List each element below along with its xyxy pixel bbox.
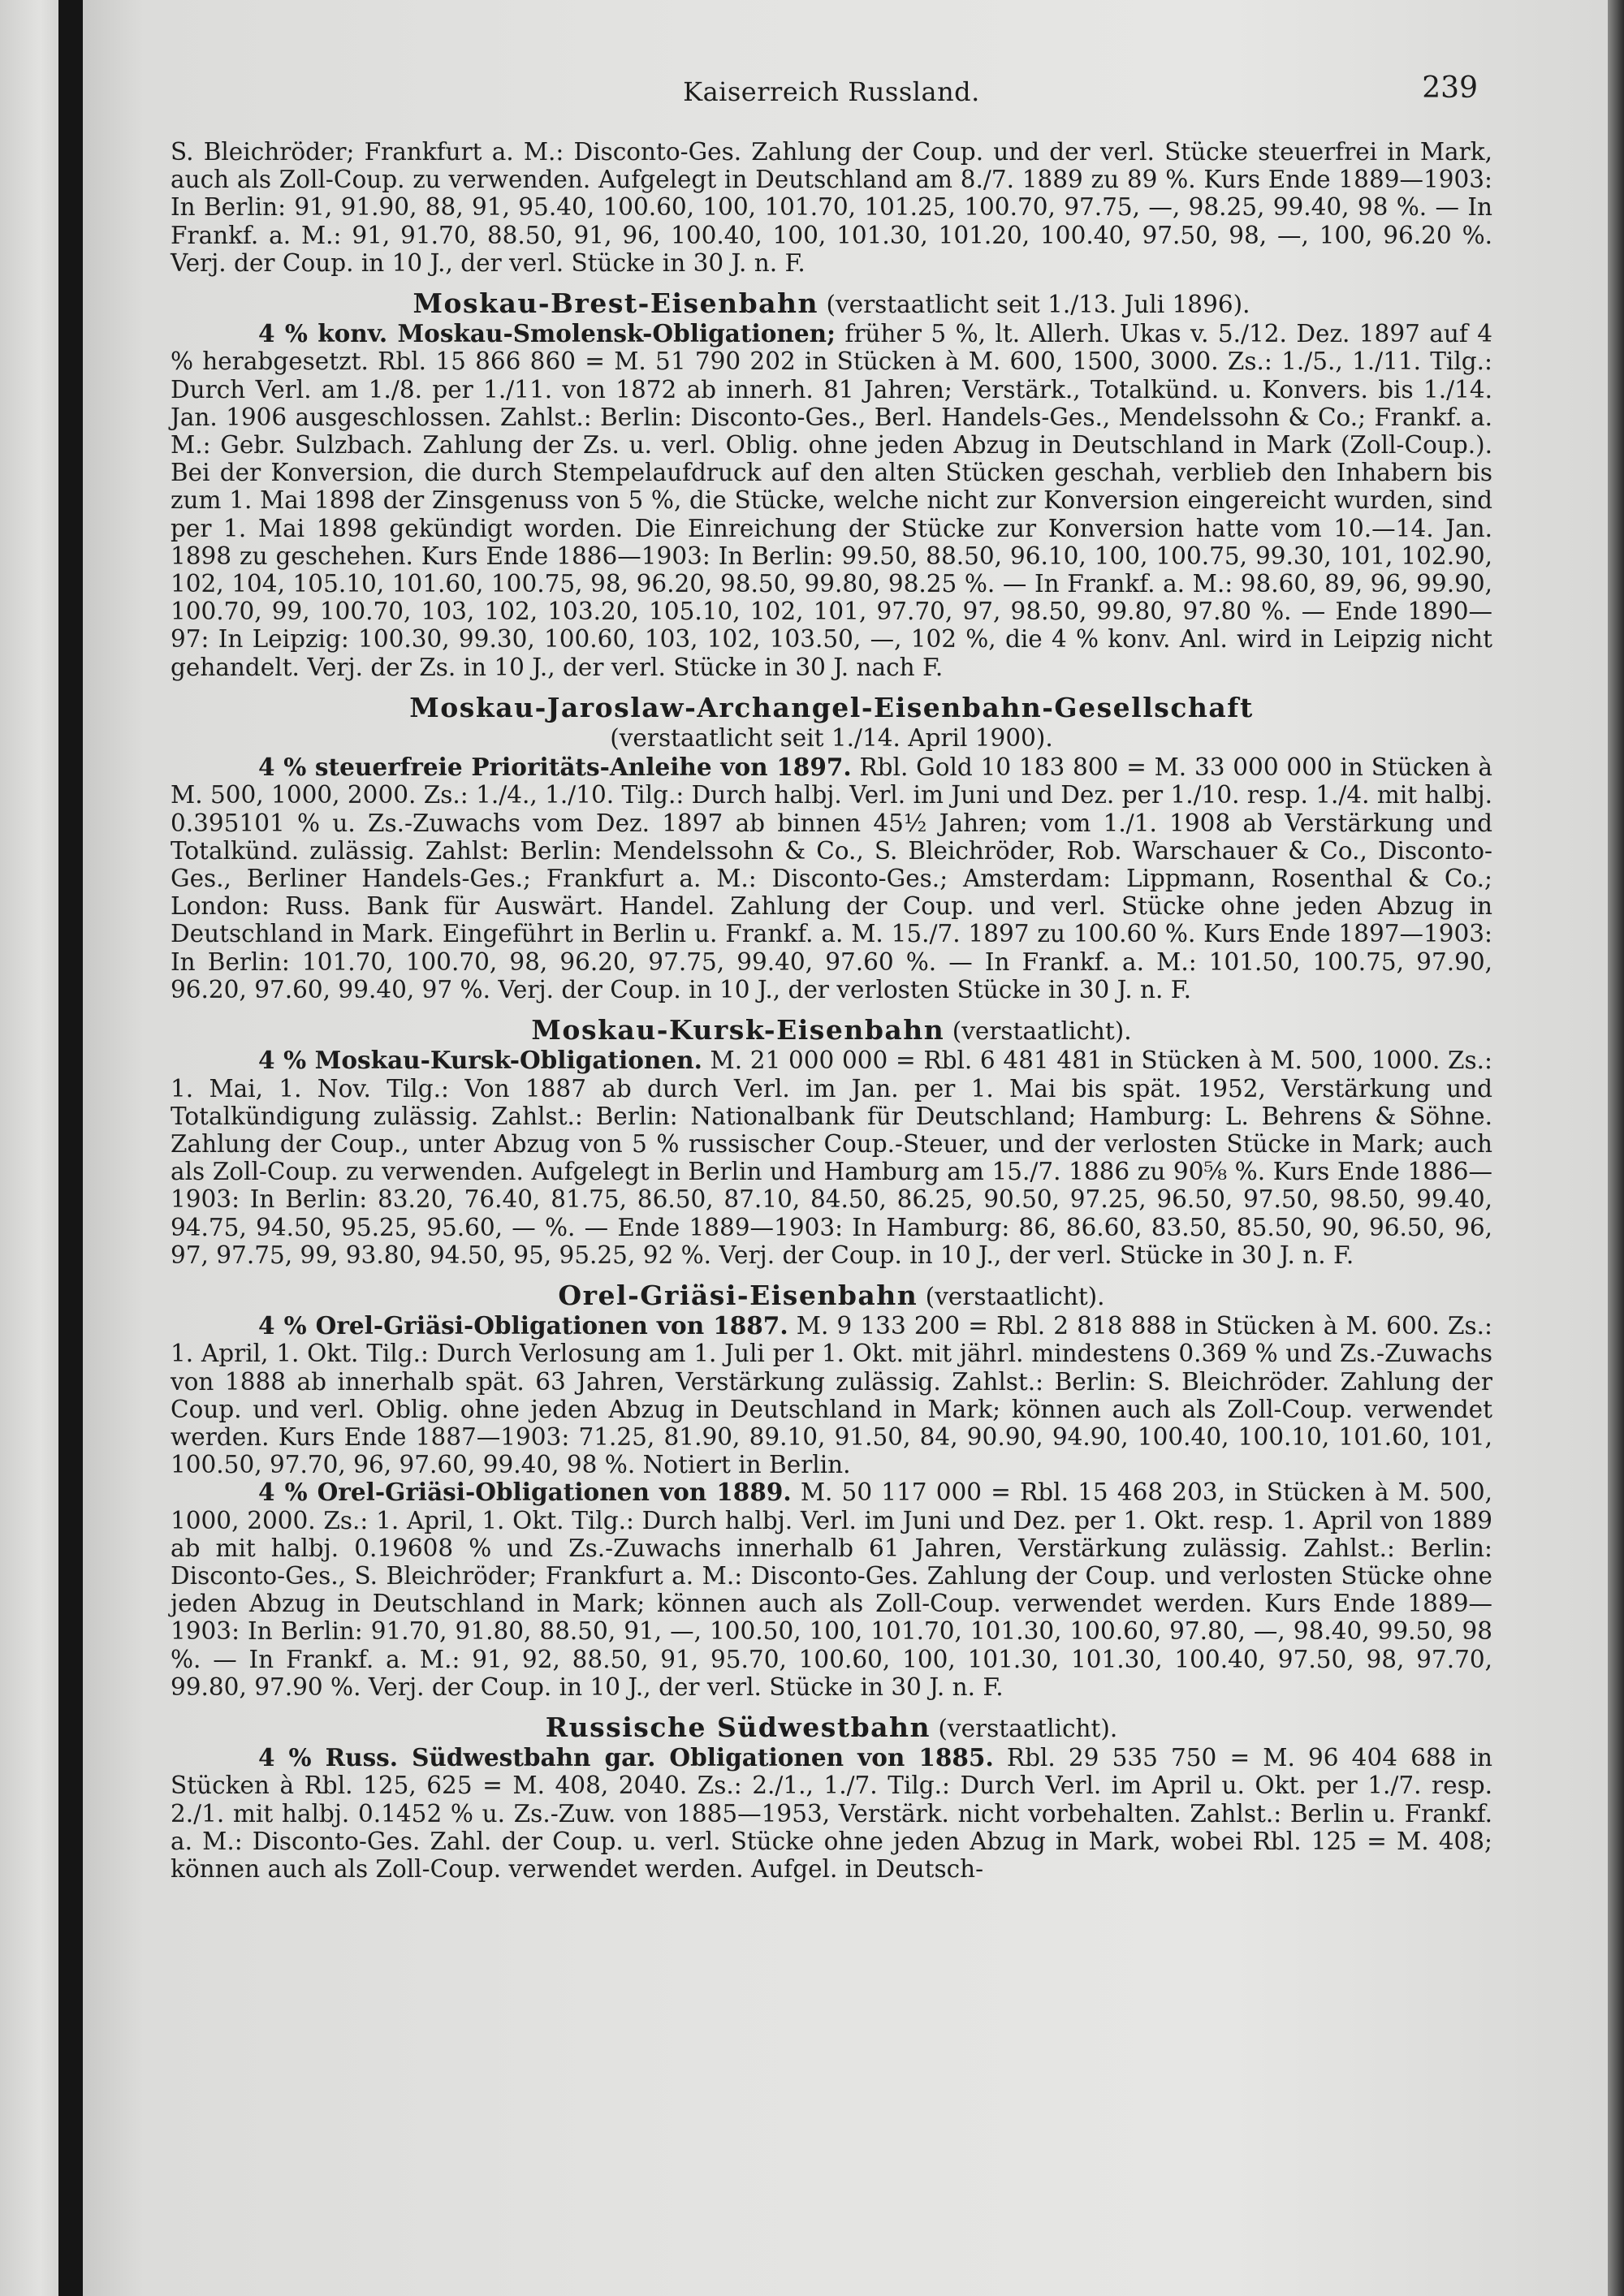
- section-status-line: (verstaatlicht seit 1./14. April 1900).: [610, 724, 1053, 753]
- section-status: (verstaatlicht seit 1./13. Juli 1896).: [826, 291, 1250, 319]
- page-content: [171, 71, 1492, 1883]
- entry-paragraph: [171, 1478, 1492, 1701]
- section-heading: [171, 691, 1492, 723]
- section-heading: [171, 1279, 1492, 1311]
- section-heading: [171, 1016, 1492, 1045]
- entry-text: M. 50 117 000 = Rbl. 15 468 203, in Stücken à M. 500, 1000, 2000. Zs.: 1. April, 1. Okt. Tilg.: Durch halbj. Verl. im Juni und Dez. per 1. Okt. resp. 1. April von 1889 ab mit halbj. 0.19608 % und Zs.-Zuwachs innerhalb 61 Jahren, Verstärkung zulässig. Zahlst.: Berlin: Disconto-Ges., S. Bleichröder; Frankfurt a. M.: Disconto-Ges. Zahlung der Coup. und verlosten Stücke ohne jeden Abzug in Deutschland in Mark; können auch als Zoll-Coup. verwendet werden. Kurs Ende 1889—1903: In Berlin: 91.70, 91.80, 88.50, 91, —, 100.50, 100, 101.70, 101.30, 100.60, 97.80, —, 98.40, 99.50, 98 %. — In Frankf. a. M.: 91, 92, 88.50, 91, 95.70, 100.60, 100, 101.30, 101.30, 100.40, 97.50, 98, 97.70, 99.80, 97.90 %. Verj. der Coup. in 10 J., der verl. Stücke in 30 J. n. F.: [171, 1478, 1492, 1701]
- scan-margin: [0, 0, 58, 2296]
- section-name: Moskau-Jaroslaw-Archangel-Eisenbahn-Gesellschaft: [409, 691, 1254, 723]
- section-name: Orel-Griäsi-Eisenbahn: [558, 1279, 918, 1311]
- entry-text: Rbl. 29 535 750 = M. 96 404 688 in Stücken à Rbl. 125, 625 = M. 408, 2040. Zs.: 2./1., 1./7. Tilg.: Durch Verl. im April u. Okt. per 1./7. resp. 2./1. mit halbj. 0.1452 % u. Zs.-Zuw. von 1885—1953, Verstärk. nicht vorbehalten. Zahlst.: Berlin u. Frankf. a. M.: Disconto-Ges. Zahl. der Coup. u. verl. Stücke ohne jeden Abzug in Mark, wobei Rbl. 125 = M. 408; können auch als Zoll-Coup. verwendet werden. Aufgel. in Deutsch-: [171, 1744, 1492, 1883]
- entry-paragraph: [171, 753, 1492, 1003]
- running-head: [171, 71, 1492, 120]
- section-status: (verstaatlicht).: [952, 1017, 1132, 1046]
- section-status: (verstaatlicht).: [938, 1714, 1118, 1742]
- section-name: Russische Südwestbahn: [545, 1711, 931, 1743]
- entry-lead: 4 % steuerfreie Prioritäts-Anleihe von 1897.: [258, 753, 852, 782]
- entry-paragraph: [171, 1312, 1492, 1478]
- page-number: 239: [1422, 71, 1478, 105]
- entry-paragraph: [171, 1744, 1492, 1883]
- entry-lead: 4 % konv. Moskau-Smolensk-Obligationen;: [258, 319, 836, 348]
- entry-text: M. 21 000 000 = Rbl. 6 481 481 in Stücken à M. 500, 1000. Zs.: 1. Mai, 1. Nov. Tilg.: Von 1887 ab durch Verl. im Jan. per 1. Mai bis spät. 1952, Verstärkung und Totalkündigung zulässig. Zahlst.: Berlin: Nationalbank für Deutschland; Hamburg: L. Behrens & Söhne. Zahlung der Coup., unter Abzug von 5 % russischer Coup.-Steuer, und der verlosten Stücke in Mark; auch als Zoll-Coup. zu verwenden. Aufgelegt in Berlin und Hamburg am 15./7. 1886 zu 90⅝ %. Kurs Ende 1886—1903: In Berlin: 83.20, 76.40, 81.75, 86.50, 87.10, 84.50, 86.25, 90.50, 97.25, 96.50, 97.50, 98.50, 99.40, 94.75, 94.50, 95.25, 95.60, — %. — Ende 1889—1903: In Hamburg: 86, 86.60, 83.50, 85.50, 90, 96.50, 96, 97, 97.75, 99, 93.80, 94.50, 95, 95.25, 92 %. Verj. der Coup. in 10 J., der verl. Stücke in 30 J. n. F.: [171, 1047, 1492, 1269]
- entry-text: Rbl. Gold 10 183 800 = M. 33 000 000 in Stücken à M. 500, 1000, 2000. Zs.: 1./4., 1./10. Tilg.: Durch halbj. Verl. im Juni und Dez. per 1./10. resp. 1./4. mit halbj. 0.395101 % u. Zs.-Zuwachs vom Dez. 1897 ab binnen 45½ Jahren; vom 1./1. 1908 ab Verstärkung und Totalkünd. zulässig. Zahlst: Berlin: Mendelssohn & Co., S. Bleichröder, Rob. Warschauer & Co., Disconto-Ges., Berliner Handels-Ges.; Frankfurt a. M.: Disconto-Ges.; Amsterdam: Lippmann, Rosenthal & Co.; London: Russ. Bank für Auswärt. Handel. Zahlung der Coup. und verl. Stücke ohne jeden Abzug in Deutschland in Mark. Eingeführt in Berlin u. Frankf. a. M. 15./7. 1897 zu 100.60 %. Kurs Ende 1897—1903: In Berlin: 101.70, 100.70, 98, 96.20, 97.75, 99.40, 97.60 %. — In Frankf. a. M.: 101.50, 100.75, 97.90, 96.20, 97.60, 99.40, 97 %. Verj. der Coup. in 10 J., der verlosten Stücke in 30 J. n. F.: [171, 753, 1492, 1003]
- section-heading: [171, 1711, 1492, 1743]
- entry-paragraph: [171, 320, 1492, 681]
- entry-lead: 4 % Moskau-Kursk-Obligationen.: [258, 1046, 702, 1075]
- running-title: Kaiserreich Russland.: [683, 76, 980, 107]
- section-name: Moskau-Brest-Eisenbahn: [412, 287, 819, 320]
- entry-lead: 4 % Orel-Griäsi-Obligationen von 1887.: [258, 1311, 788, 1340]
- entry-lead: 4 % Russ. Südwestbahn gar. Obligationen von 1885.: [258, 1743, 994, 1772]
- entry-text: früher 5 %, lt. Allerh. Ukas v. 5./12. Dez. 1897 auf 4 % herabgesetzt. Rbl. 15 866 860 = M. 51 790 202 in Stücken à M. 600, 1500, 3000. Zs.: 1./5., 1./11. Tilg.: Durch Verl. am 1./8. per 1./11. von 1872 ab innerh. 81 Jahren; Verstärk., Totalkünd. u. Konvers. bis 1./14. Jan. 1906 ausgeschlossen. Zahlst.: Berlin: Disconto-Ges., Berl. Handels-Ges., Mendelssohn & Co.; Frankf. a. M.: Gebr. Sulzbach. Zahlung der Zs. u. verl. Oblig. ohne jeden Abzug in Deutschland in Mark (Zoll-Coup.). Bei der Konversion, die durch Stempelaufdruck auf den alten Stücken geschah, verblieb den Inhabern bis zum 1. Mai 1898 der Zinsgenuss von 5 %, die Stücke, welche nicht zur Konversion eingereicht wurden, sind per 1. Mai 1898 gekündigt worden. Die Einreichung der Stücke zur Konversion hatte vom 10.—14. Jan. 1898 zu geschehen. Kurs Ende 1886—1903: In Berlin: 99.50, 88.50, 96.10, 100, 100.75, 99.30, 101, 102.90, 102, 104, 105.10, 101.60, 100.75, 98, 96.20, 98.50, 99.80, 98.25 %. — In Frankf. a. M.: 98.60, 89, 96, 99.90, 100.70, 99, 100.70, 103, 102, 103.20, 105.10, 102, 101, 97.70, 97, 98.50, 99.80, 97.80 %. — Ende 1890—97: In Leipzig: 100.30, 99.30, 100.60, 103, 102, 103.50, —, 102 %, die 4 % konv. Anl. wird in Leipzig nicht gehandelt. Verj. der Zs. in 10 J., der verl. Stücke in 30 J. nach F.: [171, 320, 1492, 681]
- section-heading: [171, 287, 1492, 320]
- intro-paragraph: S. Bleichröder; Frankfurt a. M.: Disconto-Ges. Zahlung der Coup. und der verl. Stücke steuerfrei in Mark, auch als Zoll-Coup. zu verwenden. Aufgelegt in Deutschland am 8./7. 1889 zu 89 %. Kurs Ende 1889—1903: In Berlin: 91, 91.90, 88, 91, 95.40, 100.60, 100, 101.70, 101.25, 100.70, 97.75, —, 98.25, 99.40, 98 %. — In Frankf. a. M.: 91, 91.70, 88.50, 91, 96, 100.40, 100, 101.30, 101.20, 100.40, 97.50, 98, —, 100, 96.20 %. Verj. der Coup. in 10 J., der verl. Stücke in 30 J. n. F.: [171, 138, 1492, 277]
- entry-lead: 4 % Orel-Griäsi-Obligationen von 1889.: [258, 1478, 792, 1507]
- entry-text: M. 9 133 200 = Rbl. 2 818 888 in Stücken à M. 600. Zs.: 1. April, 1. Okt. Tilg.: Durch Verlosung am 1. Juli per 1. Okt. mit jährl. mindestens 0.369 % und Zs.-Zuwachs von 1888 ab innerhalb spät. 63 Jahren, Verstärkung zulässig. Zahlst.: Berlin: S. Bleichröder. Zahlung der Coup. und verl. Oblig. ohne jeden Abzug in Deutschland in Mark; können auch als Zoll-Coup. verwendet werden. Kurs Ende 1887—1903: 71.25, 81.90, 89.10, 91.50, 84, 90.90, 94.90, 100.40, 100.10, 101.60, 101, 100.50, 97.70, 96, 97.60, 99.40, 98 %. Notiert in Berlin.: [171, 1312, 1492, 1479]
- entry-paragraph: [171, 1047, 1492, 1269]
- page-edge-shadow: [1608, 0, 1624, 2296]
- book-spine-shadow: [58, 0, 83, 2296]
- section-status: (verstaatlicht).: [925, 1282, 1105, 1310]
- section-name: Moskau-Kursk-Eisenbahn: [531, 1014, 945, 1047]
